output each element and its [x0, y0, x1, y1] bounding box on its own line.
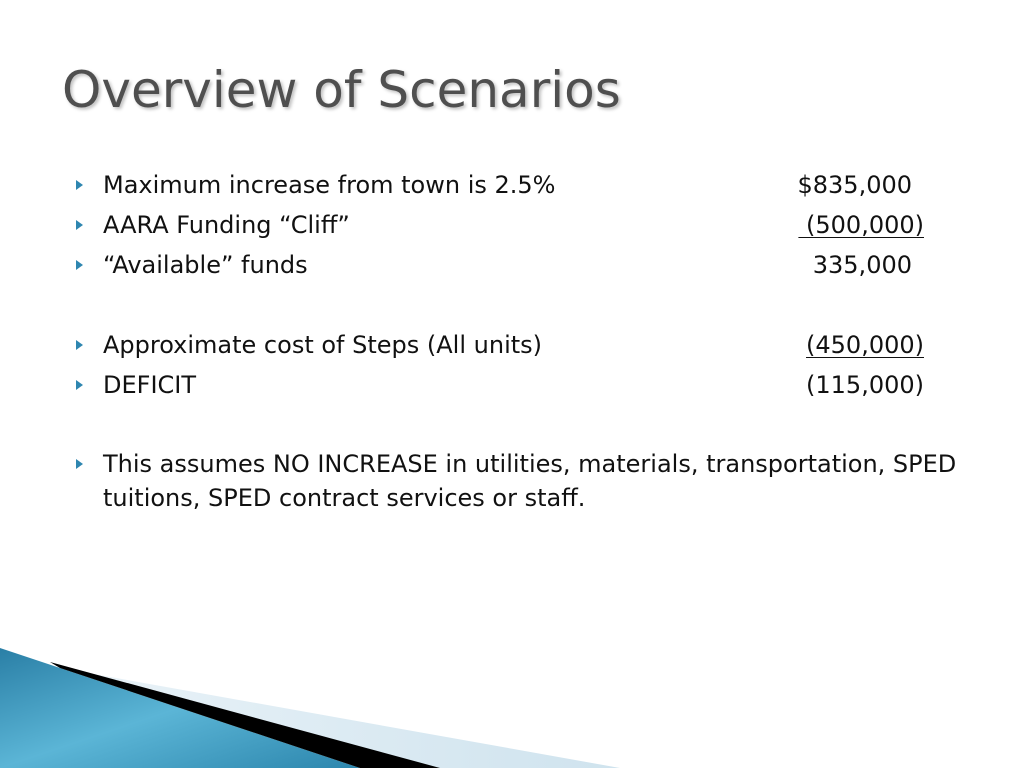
- decorative-swoosh: [0, 640, 1024, 768]
- item-label: Approximate cost of Steps (All units): [103, 331, 543, 359]
- note-text: This assumes NO INCREASE in utilities, materials, transportation, SPED tuitions, SPED contract services or staff.: [103, 450, 957, 512]
- bullet-item: [0, 367, 1024, 403]
- bullet-item: [0, 327, 1024, 363]
- item-label: DEFICIT: [103, 371, 197, 399]
- bullet-triangle-icon: [76, 380, 83, 390]
- bullet-item: [0, 167, 1024, 203]
- bullet-triangle-icon: [76, 260, 83, 270]
- bullet-item: [0, 207, 1024, 243]
- item-label: Maximum increase from town is 2.5%: [103, 171, 556, 199]
- item-value: 335,000: [812, 251, 912, 279]
- item-value: $835,000: [797, 171, 912, 199]
- bullet-triangle-icon: [76, 459, 83, 469]
- item-value: (115,000): [806, 371, 924, 399]
- bullet-triangle-icon: [76, 220, 83, 230]
- slide-title: Overview of Scenarios: [62, 61, 621, 119]
- item-value: (450,000): [806, 331, 924, 359]
- bullet-triangle-icon: [76, 340, 83, 350]
- item-value: (500,000): [798, 211, 924, 239]
- bullet-triangle-icon: [76, 180, 83, 190]
- item-label: “Available” funds: [103, 251, 308, 279]
- bullet-item: [0, 247, 1024, 283]
- item-label: AARA Funding “Cliff”: [103, 211, 350, 239]
